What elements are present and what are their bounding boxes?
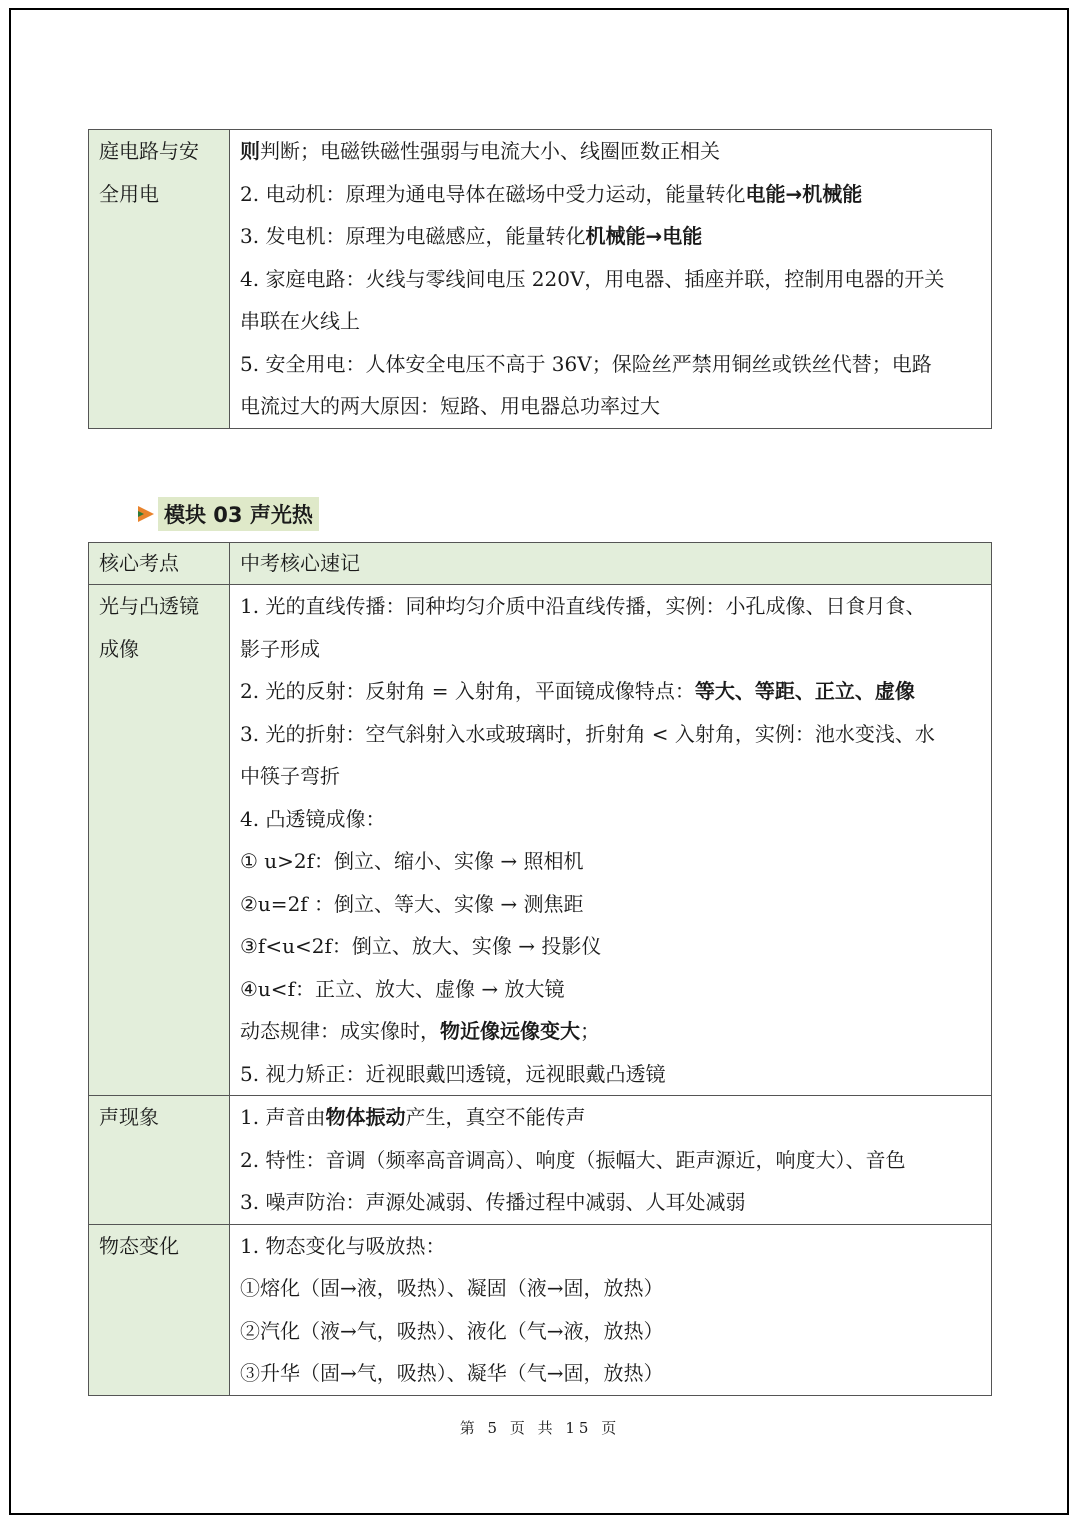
- text-segment: 影子形成: [240, 636, 320, 661]
- text-segment: ③f<u<2f：倒立、放大、实像 → 投影仪: [240, 934, 602, 958]
- content-line: [240, 215, 985, 258]
- category-cell: [89, 1224, 230, 1395]
- category-cell: [89, 1096, 230, 1225]
- text-segment: 3. 光的折射：空气斜射入水或玻璃时，折射角 < 入射角，实例：池水变浅、水: [240, 721, 935, 746]
- text-segment: 串联在火线上: [240, 309, 360, 333]
- category-label: 物态变化: [99, 1233, 179, 1258]
- content-line: [240, 1225, 985, 1268]
- category-label: 成像: [99, 636, 139, 661]
- content-line: [240, 755, 985, 798]
- content-line: [240, 925, 985, 968]
- text-segment: 中筷子弯折: [240, 764, 340, 788]
- text-segment: 2. 特性：音调（频率高音调高）、响度（振幅大、距声源近，响度大）、音色: [240, 1147, 906, 1172]
- text-segment: ②u=2f ：倒立、等大、实像 → 测焦距: [240, 891, 584, 916]
- table-row: [89, 585, 992, 1096]
- content-cell: [230, 130, 992, 429]
- play-arrow-icon: [138, 506, 154, 522]
- sound-light-heat-table: [88, 542, 992, 1396]
- content-line: [240, 130, 985, 173]
- category-cell: [89, 585, 230, 1096]
- text-segment: 1. 声音由: [240, 1105, 326, 1129]
- bold-keyword: 则: [240, 139, 260, 163]
- header-notes: 中考核心速记: [230, 543, 992, 585]
- text-segment: ②汽化（液→气，吸热）、液化（气→液，放热）: [240, 1318, 664, 1343]
- text-segment: 1. 物态变化与吸放热：: [240, 1233, 446, 1258]
- content-line: [240, 1139, 985, 1182]
- content-line: [240, 840, 985, 883]
- content-line: [240, 883, 985, 926]
- category-label: 全用电: [99, 181, 159, 206]
- module-title: 模块 03 声光热: [158, 497, 319, 531]
- continued-knowledge-table: [88, 129, 992, 429]
- text-segment: 5. 安全用电：人体安全电压不高于 36V；保险丝严禁用铜丝或铁丝代替；电路: [240, 351, 932, 376]
- text-segment: ① u>2f：倒立、缩小、实像 → 照相机: [240, 849, 584, 873]
- table-row: [89, 130, 992, 429]
- content-line: [240, 343, 985, 386]
- page-number: 第 5 页 共 15 页: [459, 1419, 621, 1437]
- content-line: [240, 585, 985, 628]
- content-line: [240, 628, 985, 671]
- content-line: [240, 385, 985, 428]
- bold-keyword: 等大、等距、正立、虚像: [694, 679, 915, 703]
- text-segment: 5. 视力矫正：近视眼戴凹透镜，远视眼戴凸透镜: [240, 1061, 666, 1086]
- text-segment: 电流过大的两大原因：短路、用电器总功率过大: [240, 394, 660, 418]
- content-line: [240, 670, 985, 713]
- bold-keyword: 物体振动: [325, 1105, 406, 1129]
- text-segment: 判断；电磁铁磁性强弱与电流大小、线圈匝数正相关: [260, 139, 720, 163]
- table-header-row: [89, 543, 992, 585]
- bold-keyword: 物近像远像变大: [440, 1019, 580, 1043]
- content-cell: [230, 585, 992, 1096]
- content-line: [240, 968, 985, 1011]
- text-segment: 2. 电动机：原理为通电导体在磁场中受力运动，能量转化: [240, 181, 746, 206]
- content-line: [240, 1010, 985, 1053]
- text-segment: ①熔化（固→液，吸热）、凝固（液→固，放热）: [240, 1276, 664, 1300]
- content-line: [240, 1053, 985, 1096]
- text-segment: 3. 发电机：原理为电磁感应，能量转化: [240, 224, 586, 248]
- text-segment: 3. 噪声防治：声源处减弱、传播过程中减弱、人耳处减弱: [240, 1190, 746, 1214]
- category-label: 庭电路与安: [99, 139, 199, 163]
- text-segment: 2. 光的反射：反射角 = 入射角，平面镜成像特点：: [240, 679, 695, 703]
- category-label: 光与凸透镜: [99, 594, 199, 618]
- text-segment: 产生，真空不能传声: [405, 1105, 586, 1129]
- table-row: [89, 1096, 992, 1225]
- text-segment: 动态规律：成实像时，: [240, 1019, 440, 1043]
- content-line: [240, 1310, 985, 1353]
- bold-keyword: 机械能→电能: [585, 224, 703, 248]
- category-cell: [89, 130, 230, 429]
- text-segment: ③升华（固→气，吸热）、凝华（气→固，放热）: [240, 1361, 664, 1385]
- bold-keyword: 电能→机械能: [745, 181, 863, 206]
- content-line: [240, 1352, 985, 1395]
- category-label: 声现象: [99, 1105, 159, 1129]
- text-segment: ④u<f：正立、放大、虚像 → 放大镜: [240, 976, 565, 1001]
- content-line: [240, 798, 985, 841]
- table-row: [89, 1224, 992, 1395]
- module-heading: [138, 495, 319, 533]
- text-segment: ；: [580, 1019, 600, 1043]
- content-cell: [230, 1096, 992, 1225]
- text-segment: 4. 凸透镜成像：: [240, 806, 386, 831]
- content-line: [240, 258, 985, 301]
- content-cell: [230, 1224, 992, 1395]
- header-topic: 核心考点: [89, 543, 230, 585]
- content-line: [240, 1267, 985, 1310]
- text-segment: 1. 光的直线传播：同种均匀介质中沿直线传播，实例：小孔成像、日食月食、: [240, 594, 926, 618]
- content-line: [240, 300, 985, 343]
- text-segment: 4. 家庭电路：火线与零线间电压 220V，用电器、插座并联，控制用电器的开关: [240, 266, 945, 291]
- content-line: [240, 1096, 985, 1139]
- content-line: [240, 1181, 985, 1224]
- content-line: [240, 173, 985, 216]
- content-line: [240, 713, 985, 756]
